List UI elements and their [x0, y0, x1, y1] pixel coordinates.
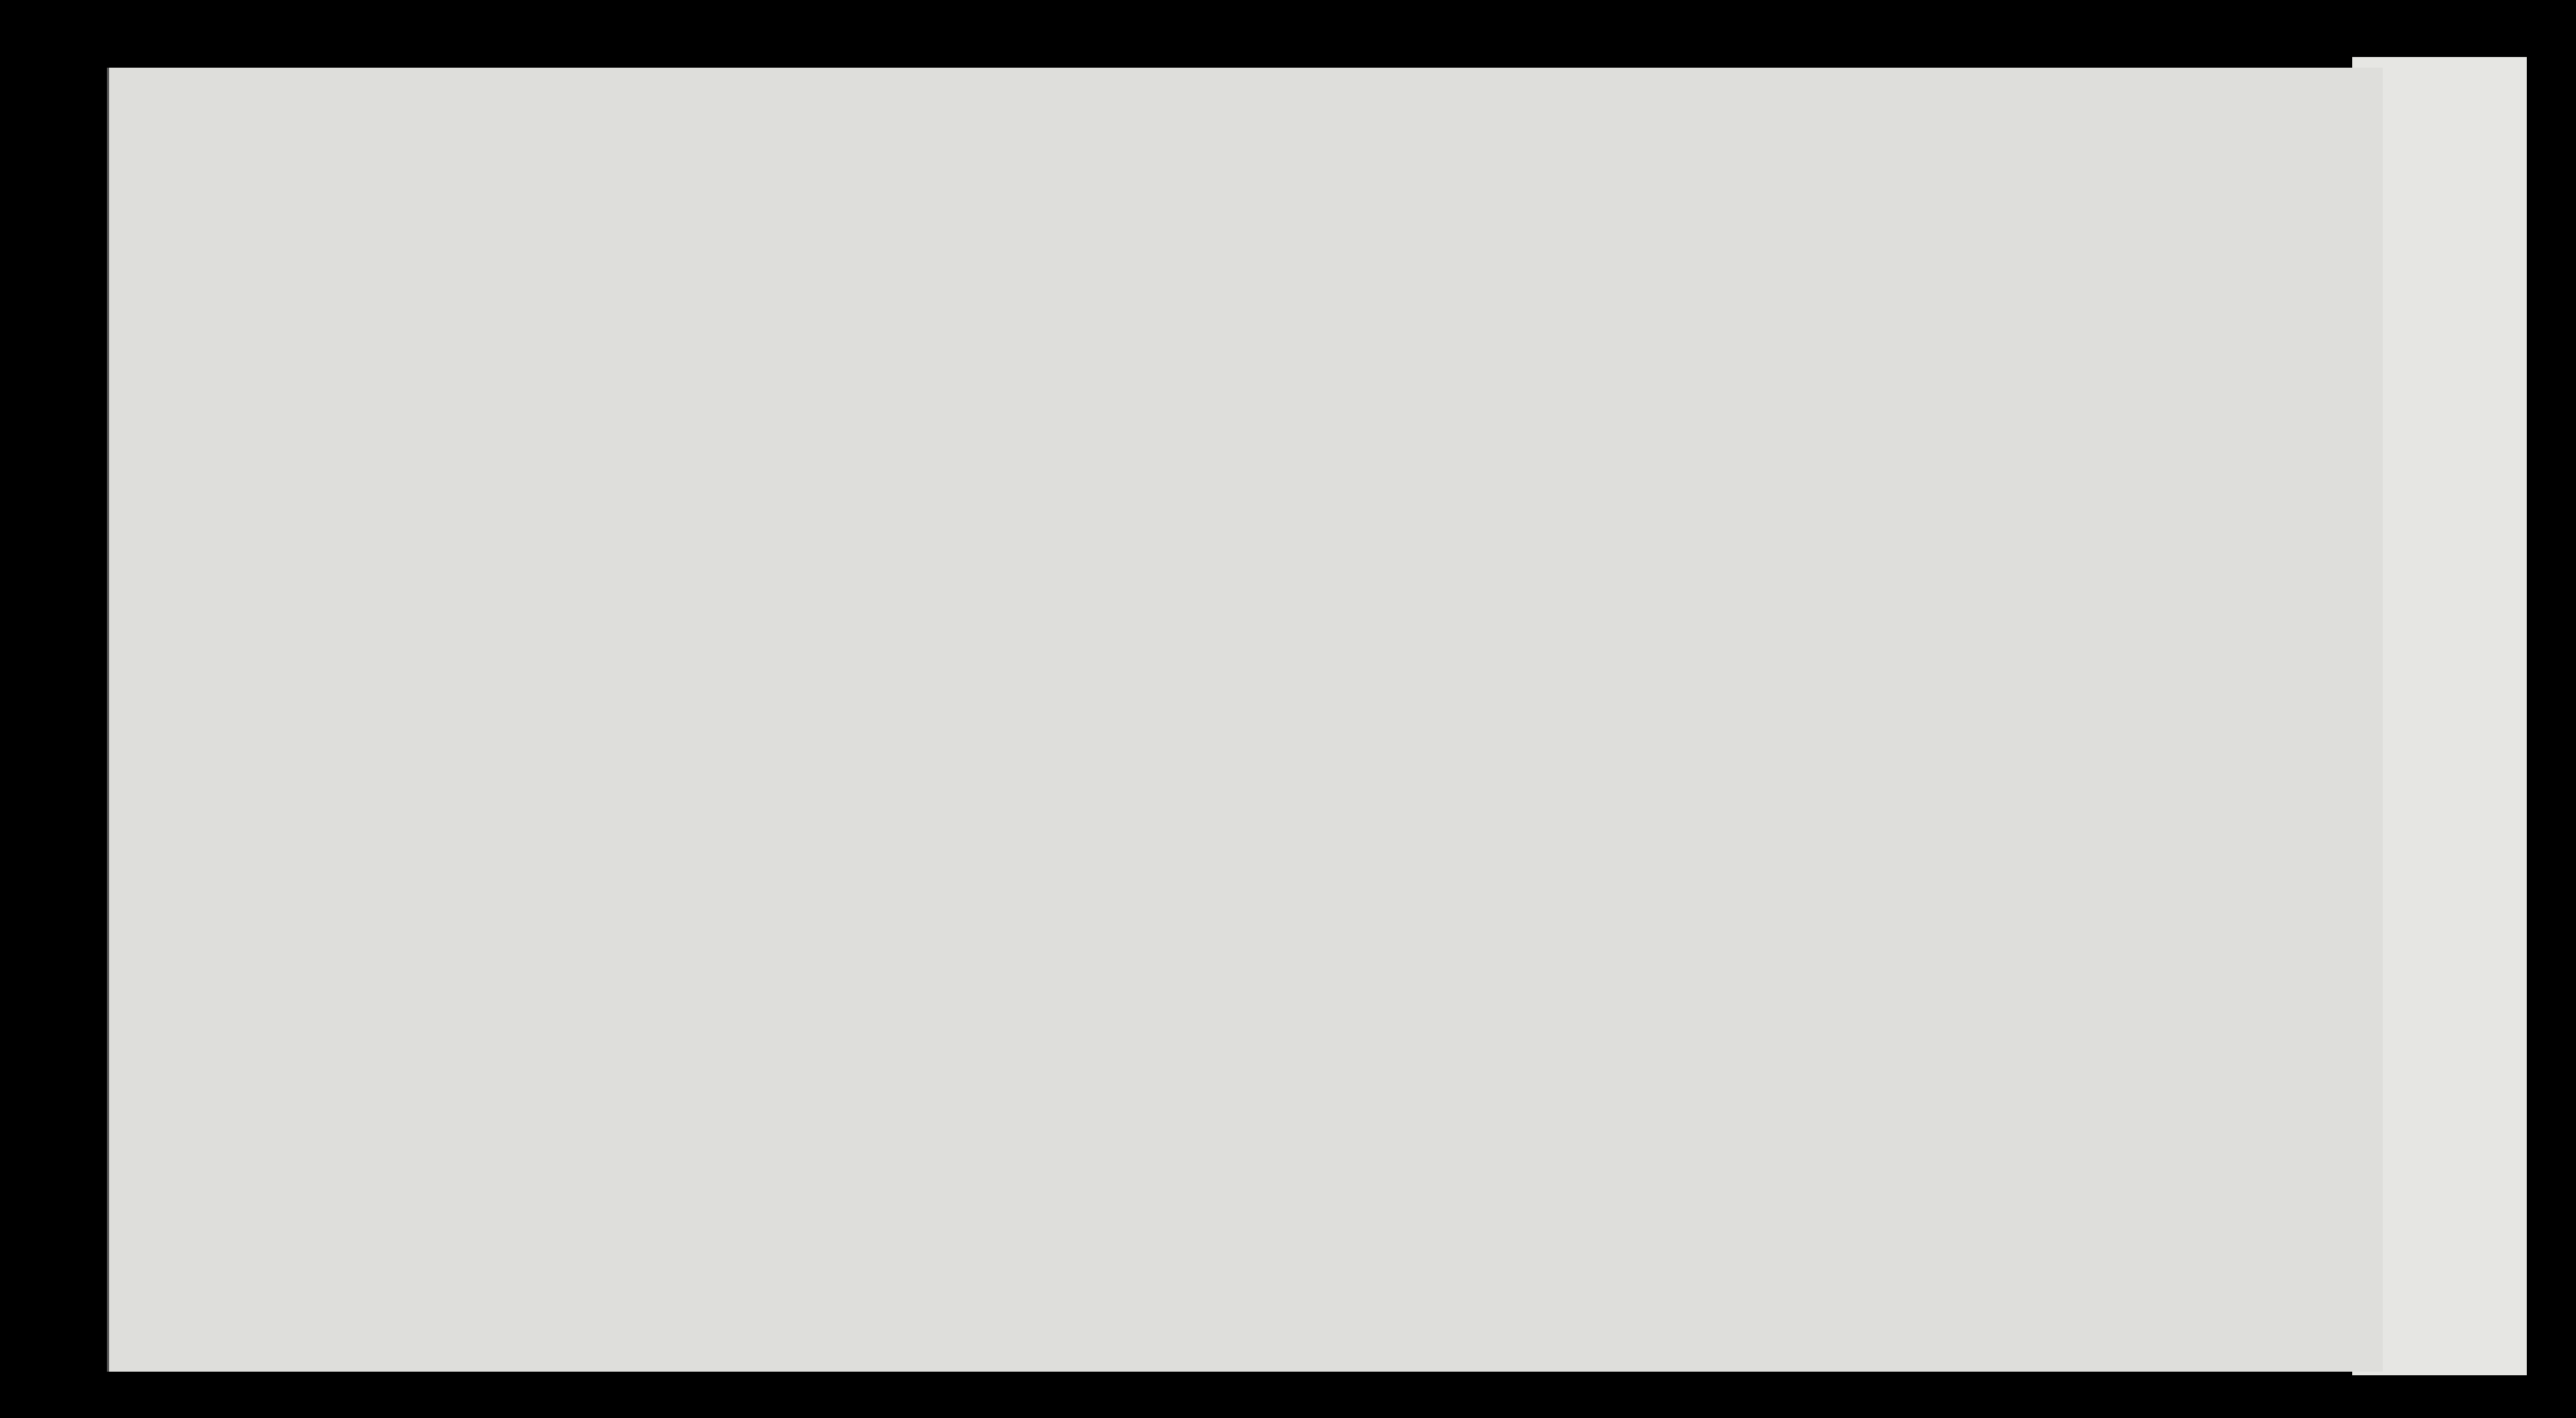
census-card [107, 68, 2383, 1372]
